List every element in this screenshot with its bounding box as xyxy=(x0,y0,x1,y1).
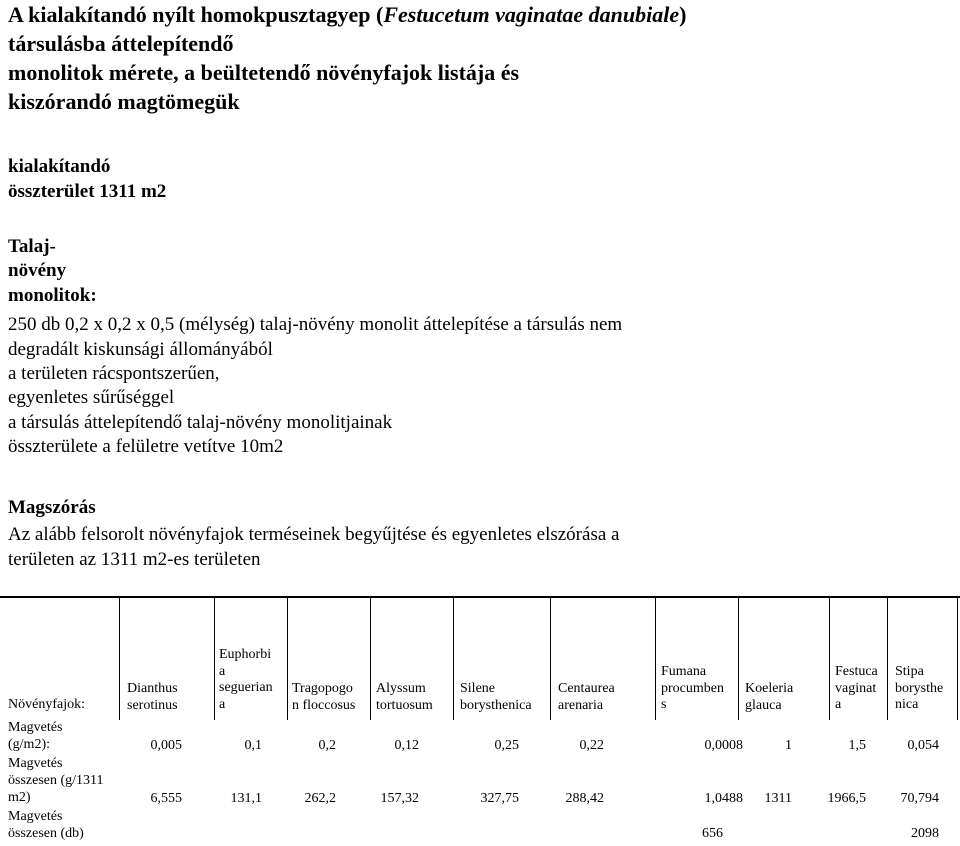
species-name-part: glauca xyxy=(745,697,782,713)
area-label-line-2: összterület 1311 m2 xyxy=(8,181,167,202)
seed-rate-value: 0,1 xyxy=(244,738,262,753)
species-header xyxy=(835,664,878,714)
seed-rate-value: 0,0008 xyxy=(704,738,743,753)
title-text-b: ) xyxy=(679,2,687,27)
document-title-line-4: kiszórandó magtömegük xyxy=(8,89,240,114)
species-header xyxy=(661,664,724,714)
species-name-part: Tragopogo xyxy=(292,681,353,696)
seed-rate-value: 0,054 xyxy=(907,738,939,753)
monolith-heading-1: Talaj- xyxy=(8,236,56,257)
row-label-species: Növényfajok: xyxy=(8,697,85,712)
species-name-part: seguerian xyxy=(219,680,273,695)
document-title-line-3: monolitok mérete, a beültetendő növényfajok listája és xyxy=(8,60,520,85)
seed-total-value: 1,0488 xyxy=(704,791,743,806)
species-name-part: Stipa xyxy=(895,664,924,679)
seed-rate-value: 0,25 xyxy=(494,738,519,753)
species-name-part: n floccosus xyxy=(292,697,356,713)
species-header xyxy=(895,664,943,714)
title-latin-name: Festucetum vaginatae danubiale xyxy=(383,2,680,27)
seed-total-value: 288,42 xyxy=(565,791,604,806)
species-name-part: a xyxy=(219,663,226,679)
species-name-part: vaginat xyxy=(835,680,877,696)
column-divider xyxy=(453,596,454,720)
species-name-part: a xyxy=(219,696,226,712)
seed-total-value: 262,2 xyxy=(304,791,336,806)
seeding-heading: Magszórás xyxy=(8,497,96,518)
column-divider xyxy=(370,596,371,720)
table-top-border xyxy=(0,596,960,598)
seed-total-value: 1311 xyxy=(764,791,792,806)
monolith-text-line: degradált kiskunsági állományából xyxy=(8,339,273,360)
seed-rate-value: 0,12 xyxy=(394,738,419,753)
species-name-part: Dianthus xyxy=(127,681,178,696)
species-header xyxy=(219,647,273,713)
row-label-seed-rate: Magvetés xyxy=(8,720,63,735)
document-title-line-1 xyxy=(8,0,686,29)
species-name-part: Alyssum xyxy=(376,681,426,696)
column-divider xyxy=(287,596,288,720)
seed-rate-value: 1,5 xyxy=(848,738,866,753)
species-name-part: procumben xyxy=(661,680,724,696)
seed-rate-value: 0,22 xyxy=(579,738,604,753)
monolith-text-line: a társulás áttelepítendő talaj-növény monolitjainak xyxy=(8,412,393,433)
column-divider xyxy=(957,596,958,720)
column-divider xyxy=(550,596,551,720)
seed-total-value: 70,794 xyxy=(900,791,939,806)
seed-total-value: 6,555 xyxy=(150,791,182,806)
species-header xyxy=(460,681,532,714)
row-label-seed-count: Magvetés xyxy=(8,809,63,824)
species-header xyxy=(292,681,355,714)
column-divider xyxy=(119,596,120,720)
species-name-part: tortuosum xyxy=(376,697,433,713)
species-name-part: s xyxy=(661,697,667,712)
species-name-part: Euphorbi xyxy=(219,647,272,662)
column-divider xyxy=(887,596,888,720)
species-header xyxy=(745,681,793,714)
seed-table xyxy=(0,596,960,846)
species-name-part: arenaria xyxy=(558,697,604,713)
seed-total-value: 1966,5 xyxy=(827,791,866,806)
area-label-line-1: kialakítandó xyxy=(8,156,111,177)
monolith-text-line: 250 db 0,2 x 0,2 x 0,5 (mélység) talaj-növény monolit áttelepítése a társulás nem xyxy=(8,314,623,335)
species-name-part: Festuca xyxy=(835,664,878,679)
species-header xyxy=(558,681,615,714)
column-divider xyxy=(655,596,656,720)
species-name-part: a xyxy=(835,697,842,712)
seeding-text-line: területen az 1311 m2-es területen xyxy=(8,549,261,570)
seed-count-value: 656 xyxy=(702,826,723,841)
row-label-seed-total: Magvetés xyxy=(8,756,63,771)
species-name-part: nica xyxy=(895,697,919,712)
document-title-line-2: társulásba áttelepítendő xyxy=(8,31,234,56)
seeding-text-line: Az alább felsorolt növényfajok terméseinek begyűjtése és egyenletes elszórása a xyxy=(8,524,620,545)
species-name-part: Centaurea xyxy=(558,681,615,696)
seed-rate-value: 1 xyxy=(785,738,792,753)
species-name-part: Fumana xyxy=(661,664,707,679)
species-name-part: borysthenica xyxy=(460,697,532,713)
species-name-part: Koeleria xyxy=(745,681,794,696)
seed-total-value: 157,32 xyxy=(380,791,419,806)
species-name-part: borysthe xyxy=(895,680,944,696)
monolith-text-line: egyenletes sűrűséggel xyxy=(8,387,175,408)
species-name-part: Silene xyxy=(460,681,495,696)
row-label-seed-count: összesen (db) xyxy=(8,826,84,841)
monolith-heading-3: monolitok: xyxy=(8,285,97,306)
monolith-text-line: a területen rácspontszerűen, xyxy=(8,363,220,384)
column-divider xyxy=(214,596,215,720)
seed-count-value: 2098 xyxy=(911,826,939,841)
seed-rate-value: 0,005 xyxy=(150,738,182,753)
seed-total-value: 327,75 xyxy=(480,791,519,806)
title-text-a: A kialakítandó nyílt homokpusztagyep ( xyxy=(8,2,384,27)
monolith-text-line: összterülete a felületre vetítve 10m2 xyxy=(8,436,284,457)
monolith-heading-2: növény xyxy=(8,260,67,281)
row-label-seed-total: összesen (g/1311 xyxy=(8,773,104,788)
column-divider xyxy=(738,596,739,720)
species-header xyxy=(376,681,433,714)
seed-total-value: 131,1 xyxy=(230,791,262,806)
column-divider xyxy=(829,596,830,720)
seed-rate-value: 0,2 xyxy=(318,738,336,753)
row-label-seed-total: m2) xyxy=(8,790,31,805)
row-label-seed-rate: (g/m2): xyxy=(8,737,50,752)
species-name-part: serotinus xyxy=(127,697,178,713)
species-header xyxy=(127,681,178,714)
